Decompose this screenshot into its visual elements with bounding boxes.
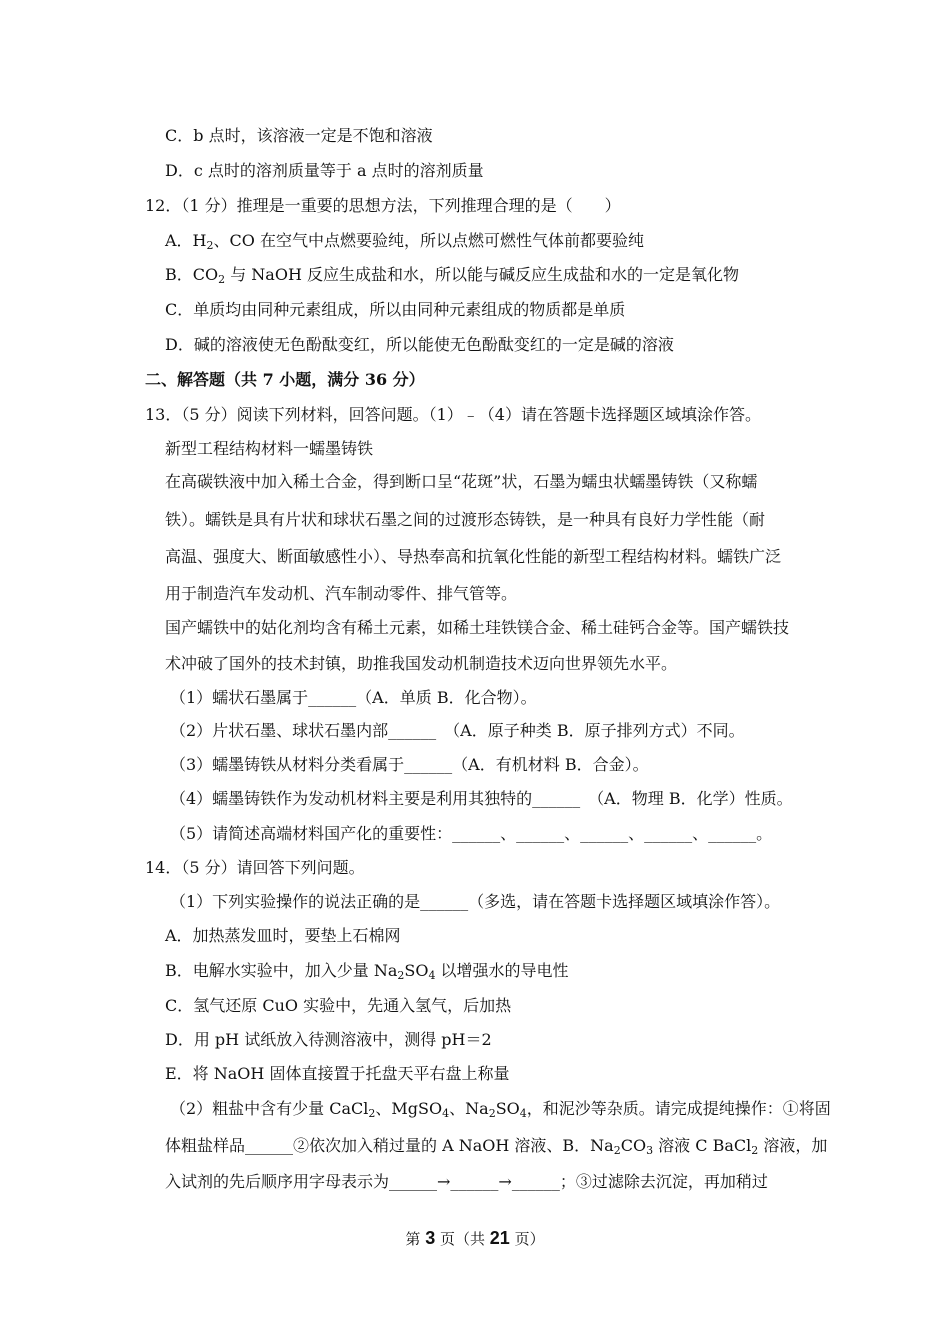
option-line: D．碱的溶液使无色酚酞变红，所以能使无色酚酞变红的一定是碱的溶液	[165, 335, 674, 354]
option-line: D．用 pH 试纸放入待测溶液中，测得 pH＝2	[165, 1030, 492, 1049]
passage-line: 铁）。蠕铁是具有片状和球状石墨之间的过渡形态铸铁，是一种具有良好力学性能（耐	[165, 510, 766, 529]
current-page-number: 3	[425, 1228, 436, 1248]
sub-question: （1）蠕状石墨属于______（A．单质 B．化合物）。	[170, 688, 537, 707]
option-line: C．氢气还原 CuO 实验中，先通入氢气，后加热	[165, 996, 512, 1015]
question-14-stem: 14．（5 分）请回答下列问题。	[145, 858, 365, 877]
passage-line: 高温、强度大、断面敏感性小）、导热奉高和抗氧化性能的新型工程结构材料。蠕铁广泛	[165, 547, 782, 566]
passage-line: 术冲破了国外的技术封镇，助推我国发动机制造技术迈向世界领先水平。	[165, 654, 678, 673]
section-heading: 二、解答题（共 7 小题，满分 36 分）	[145, 370, 425, 389]
option-line: B．电解水实验中，加入少量 $Na_2SO_4$ 以增强水的导电性	[165, 961, 569, 982]
sub-question-continued: 体粗盐样品______②依次加入稍过量的 A NaOH 溶液、B．$Na_2CO_3$ 溶液 C BaCl$_2$ 溶液，加	[165, 1136, 828, 1157]
sub-question: （1）下列实验操作的说法正确的是______（多选，请在答题卡选择题区域填涂作答）。	[170, 892, 781, 911]
passage-line: 国产蠕铁中的姑化剂均含有稀土元素，如稀土珪铁镁合金、稀土硅钙合金等。国产蠕铁技	[165, 618, 790, 637]
sub-question: （2）片状石墨、球状石墨内部______ （A．原子种类 B．原子排列方式）不同。	[170, 721, 745, 740]
sub-question: （2）粗盐中含有少量 CaCl$_2$、MgSO$_4$、$Na_2SO_4$，和泥沙等杂质。请完成提纯操作：①将固	[170, 1099, 831, 1120]
passage-title: 新型工程结构材料一蠕墨铸铁	[165, 439, 374, 458]
option-line: A．加热蒸发皿时，要垫上石棉网	[165, 926, 401, 945]
option-line: A．$H_2$、CO 在空气中点燃要验纯，所以点燃可燃性气体前都要验纯	[165, 231, 644, 252]
footer-suffix: 页）	[509, 1230, 545, 1248]
option-line: B．$CO_2$ 与 NaOH 反应生成盐和水，所以能与碱反应生成盐和水的一定是氧化物	[165, 265, 739, 286]
sub-question: （3）蠕墨铸铁从材料分类看属于______（A．有机材料 B．合金）。	[170, 755, 649, 774]
footer-middle: 页（共	[435, 1230, 490, 1248]
question-13-stem: 13．（5 分）阅读下列材料，回答问题。（1）﹣（4）请在答题卡选择题区域填涂作答。	[145, 405, 761, 424]
option-line: C．b 点时，该溶液一定是不饱和溶液	[165, 126, 433, 145]
sub-question-continued: 入试剂的先后顺序用字母表示为______→______→______；③过滤除去沉淀，再加稍过	[165, 1172, 768, 1191]
option-line: D．c 点时的溶剂质量等于 a 点时的溶剂质量	[165, 161, 484, 180]
total-page-count: 21	[489, 1228, 510, 1248]
sub-question: （5）请简述高端材料国产化的重要性：______、______、______、______、______。	[170, 824, 773, 843]
passage-line: 在高碳铁液中加入稀土合金，得到断口呈“花斑”状，石墨为蠕虫状蠕墨铸铁（又称蠕	[165, 472, 758, 491]
page-footer	[0, 1228, 950, 1249]
option-line: C．单质均由同种元素组成，所以由同种元素组成的物质都是单质	[165, 300, 626, 319]
sub-question: （4）蠕墨铸铁作为发动机材料主要是利用其独特的______ （A．物理 B．化学）性质。	[170, 789, 793, 808]
option-line: E．将 NaOH 固体直接置于托盘天平右盘上称量	[165, 1064, 510, 1083]
footer-prefix: 第	[405, 1230, 426, 1248]
question-12-stem: 12．（1 分）推理是一重要的思想方法，下列推理合理的是（ ）	[145, 196, 621, 215]
passage-line: 用于制造汽车发动机、汽车制动零件、排气管等。	[165, 584, 518, 603]
